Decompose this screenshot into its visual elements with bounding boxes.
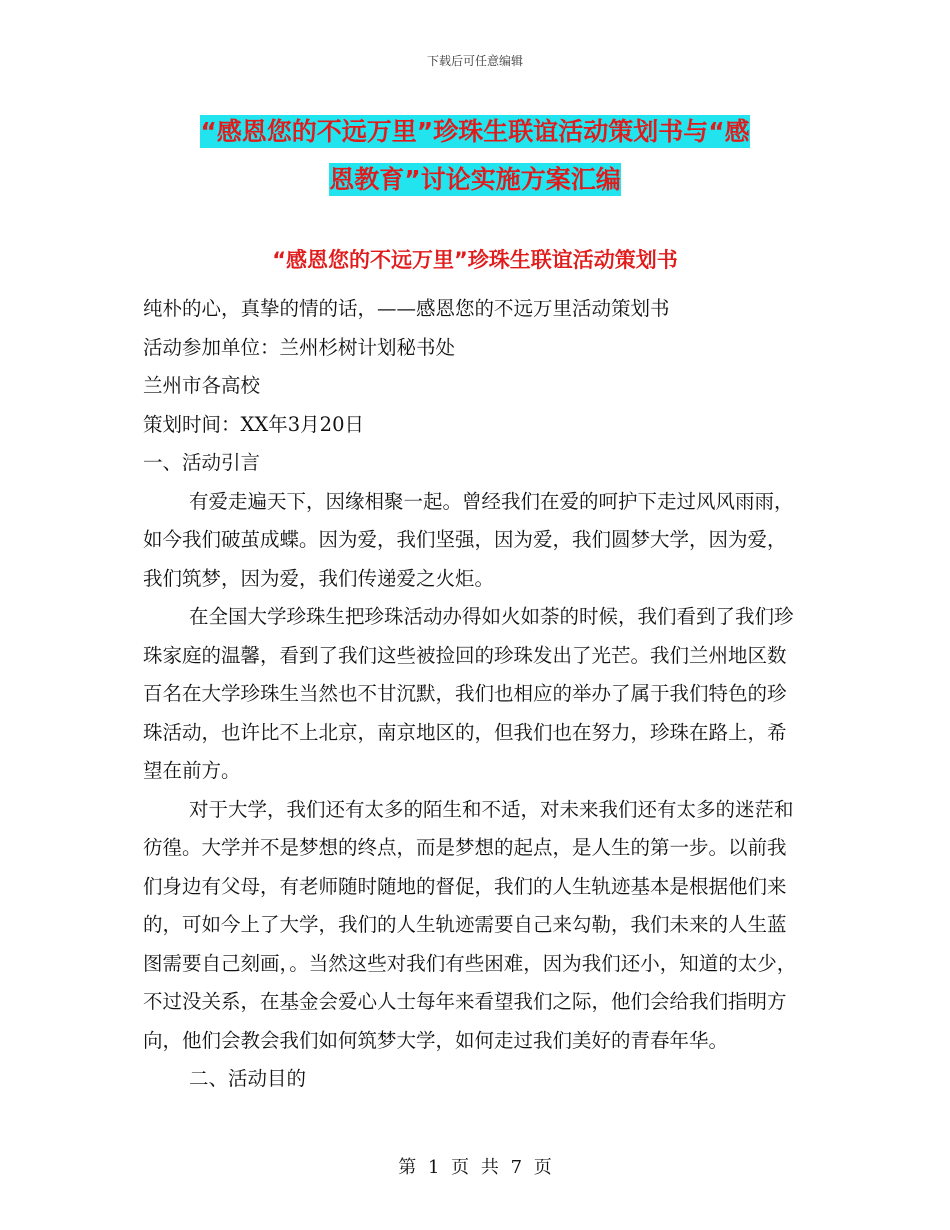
header-note: 下载后可任意编辑 xyxy=(426,54,523,68)
page-footer: 第 1 页 共 7 页 xyxy=(398,1157,552,1178)
intro-line: 纯朴的心，真挚的情的话，——感恩您的不远万里活动策划书 xyxy=(143,297,670,320)
document-title-line-2: 恩教育”讨论实施方案汇编 xyxy=(329,165,621,194)
section-title: “感恩您的不远万里”珍珠生联谊活动策划书 xyxy=(272,248,678,272)
paragraph: 有爱走遍天下，因缘相聚一起。曾经我们在爱的呵护下走过风风雨雨，如今我们破茧成蝶。因为爱，我们坚强，因为爱，我们圆梦大学，因为爱，我们筑梦，因为爱，我们传递爱之火炬。 xyxy=(143,489,794,590)
paragraph: 在全国大学珍珠生把珍珠活动办得如火如荼的时候，我们看到了我们珍珠家庭的温馨，看到了我们这些被捡回的珍珠发出了光芒。我们兰州地区数百名在大学珍珠生当然也不甘沉默，我们也相应的举办了属于我们特色的珍珠活动，也许比不上北京，南京地区的，但我们也在努力，珍珠在路上，希望在前方。 xyxy=(143,605,794,782)
heading-activity-purpose: 二、活动目的 xyxy=(189,1067,307,1090)
participants-line-2: 兰州市各高校 xyxy=(143,374,261,397)
document-title-line-1: “感恩您的不远万里”珍珠生联谊活动策划书与“感 xyxy=(200,117,750,146)
document-body xyxy=(143,290,803,1099)
heading-activity-intro: 一、活动引言 xyxy=(143,451,261,474)
document-title xyxy=(140,108,810,204)
participants-line: 活动参加单位：兰州杉树计划秘书处 xyxy=(143,335,456,359)
planning-date-line: 策划时间：XX年3月20日 xyxy=(143,412,364,436)
paragraph: 对于大学，我们还有太多的陌生和不适，对未来我们还有太多的迷茫和彷徨。大学并不是梦想的终点，而是梦想的起点，是人生的第一步。以前我们身边有父母，有老师随时随地的督促，我们的人生轨迹基本是根据他们来的，可如今上了大学，我们的人生轨迹需要自己来勾勒，我们未来的人生蓝图需要自己刻画，。当然这些对我们有些困难，因为我们还小，知道的太少，不过没关系，在基金会爱心人士每年来看望我们之际，他们会给我们指明方向，他们会教会我们如何筑梦大学，如何走过我们美好的青春年华。 xyxy=(143,797,797,1052)
